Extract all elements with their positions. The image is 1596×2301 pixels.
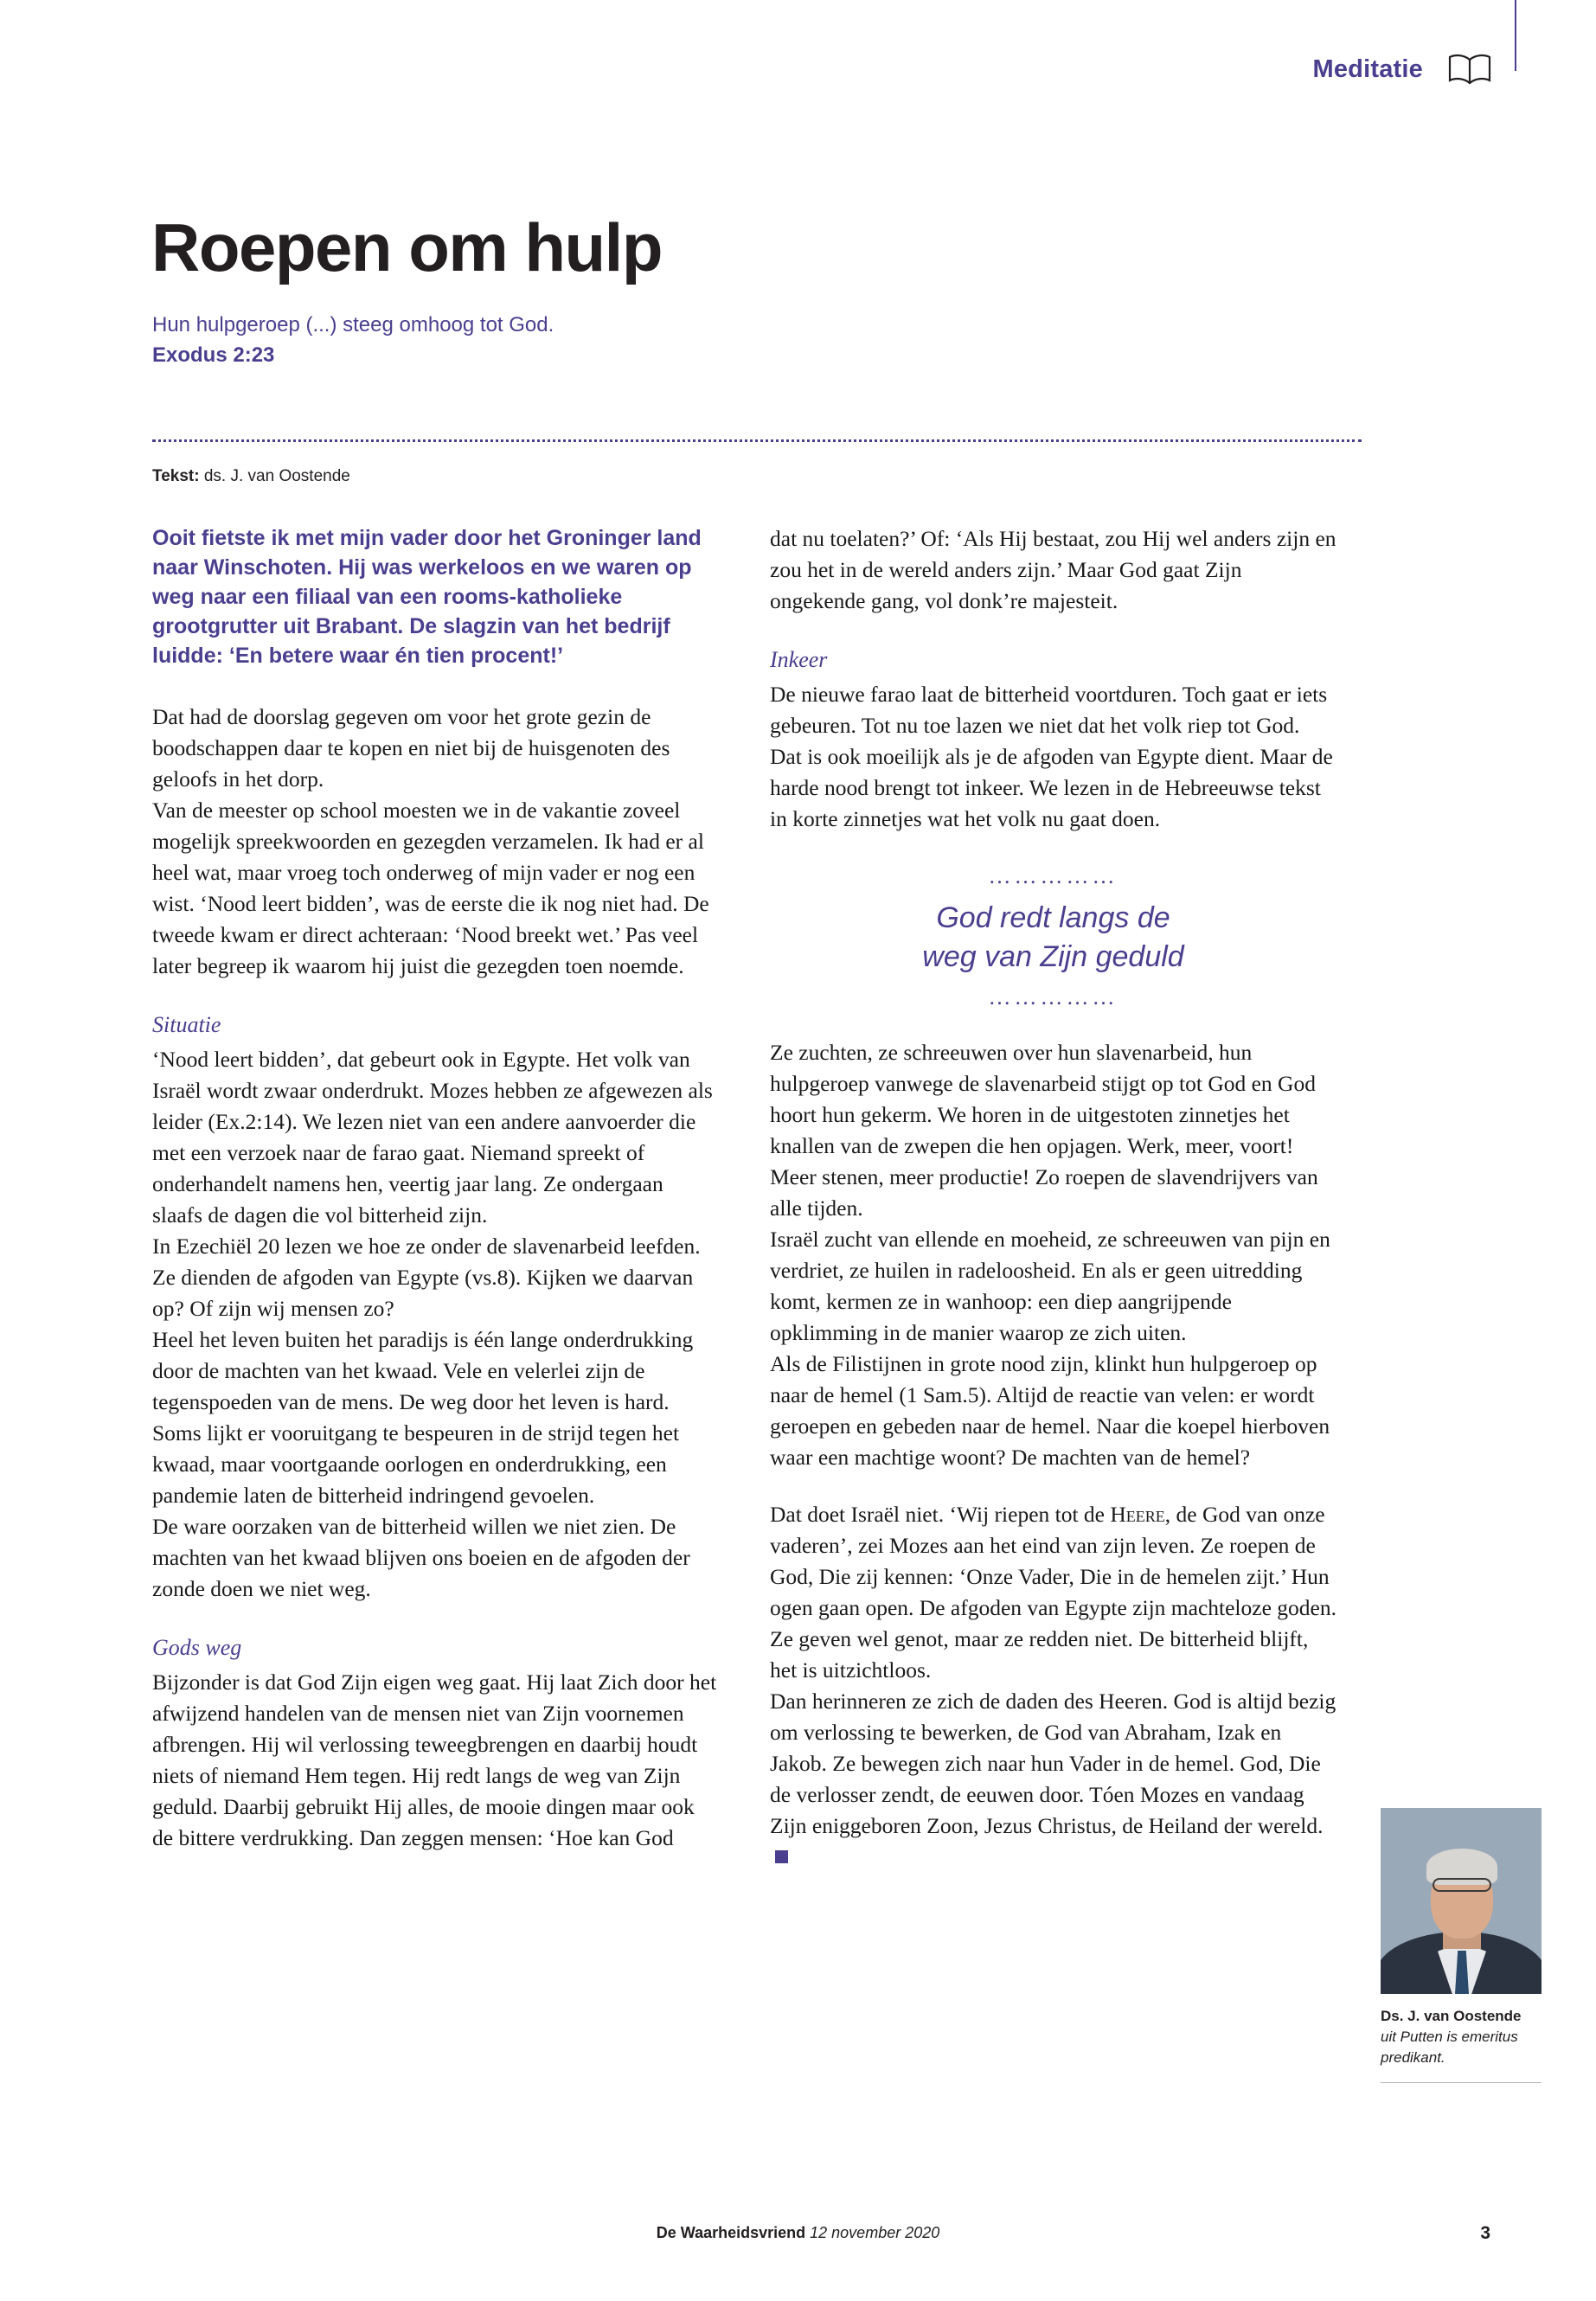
final-text-3: Dan herinneren ze zich de daden des Heeren. God is altijd bezig om verlossing te bewerken, de God van Abraham, Izak en Jakob. Ze bewegen zich naar hun Vader in de hemel. God, Die de verlosser zendt, de eeuwen door. Tóen Mozes en vandaag Zijn eniggeboren Zoon, Jezus Christus, de Heiland der wereld. [770, 1689, 1336, 1838]
body-paragraph: Heel het leven buiten het paradijs is één lange onderdrukking door de machten van het kwaad. Vele en velerlei zijn de tegenspoeden van de mens. De weg door het leven is hard. Soms lijkt er vooruitgang te bespeuren in de strijd tegen het kwaad, maar voortgaande oorlogen en onderdrukking, een pandemie laten de bitterheid indringend gevoelen. [152, 1327, 694, 1508]
author-name: Ds. J. van Oostende [1381, 2008, 1522, 2024]
footer-date: 12 november 2020 [810, 2224, 940, 2241]
pull-quote-line2: weg van Zijn geduld [922, 940, 1184, 973]
right-column [770, 523, 1336, 1873]
byline-label: Tekst: [152, 467, 200, 485]
end-mark-icon [775, 1850, 788, 1863]
author-caption [1381, 2006, 1542, 2068]
pull-quote-text [770, 899, 1336, 977]
body-paragraph: Dat had de doorslag gegeven om voor het grote gezin de boodschappen daar te kopen en niet bij de huisgenoten des geloofs in het dorp. [152, 704, 670, 792]
dotted-separator [152, 439, 1362, 442]
footer-publication: De Waarheidsvriend [656, 2224, 806, 2241]
left-column [152, 523, 719, 1854]
final-text-1: Dat doet Israël niet. ‘Wij riepen tot de [770, 1502, 1111, 1527]
subheading-inkeer: Inkeer [770, 647, 828, 672]
continuation-paragraph: dat nu toelaten?’ Of: ‘Als Hij bestaat, zou Hij wel anders zijn en zou het in de wereld anders zijn.’ Maar God gaat Zijn ongekende gang, vol donk’re majesteit. [770, 526, 1336, 613]
author-divider [1381, 2082, 1542, 2083]
page-number: 3 [1480, 2223, 1490, 2243]
final-paragraph-b [770, 1686, 1336, 1873]
section-label: Meditatie [1312, 54, 1423, 83]
pull-quote-line1: God redt langs de [936, 901, 1170, 934]
open-book-icon [1447, 52, 1492, 87]
body-paragraph: In Ezechiël 20 lezen we hoe ze onder de slavenarbeid leefden. Ze dienden de afgoden van Egypte (vs.8). Kijken we daarvan op? Of zijn wij mensen zo? [152, 1234, 701, 1321]
author-photo [1381, 1808, 1542, 1994]
pull-quote [770, 863, 1336, 1009]
body-paragraph: De ware oorzaken van de bitterheid willen we niet zien. De machten van het kwaad blijven ons boeien en de afgoden der zonde doen we niet weg. [152, 1514, 690, 1601]
body-paragraph: Van de meester op school moesten we in de vakantie zoveel mogelijk spreekwoorden en gezegden verzamelen. Ik had er al heel wat, maar vroeg toch onderweg of mijn vader er nog een wist. ‘Nood leert bidden’, was de eerste die ik nog niet had. De tweede kwam er direct achteraan: ‘Nood breekt wet.’ Pas veel later begreep ik waarom hij juist die gezegden toen noemde. [152, 798, 709, 978]
verse-text: Hun hulpgeroep (...) steeg omhoog tot God. [152, 313, 554, 336]
pull-quote-dots-top: …………… [988, 863, 1118, 888]
subheading-gods-weg: Gods weg [152, 1635, 242, 1660]
verse-reference: Exodus 2:23 [152, 343, 275, 367]
heere-smallcaps: Heere [1110, 1502, 1165, 1527]
final-paragraph-a [770, 1499, 1336, 1686]
lead-paragraph: Ooit fietste ik met mijn vader door het Groninger land naar Winschoten. Hij was werkeloos en we waren op weg naar een filiaal van een rooms-katholieke grootgrutter uit Brabant. De slagzin van het bedrijf luidde: ‘En betere waar én tien procent!’ [152, 526, 702, 668]
page-title: Roepen om hulp [151, 209, 662, 286]
verse-block [152, 310, 554, 370]
final-text-2: , de God van onze vaderen’, zei Mozes aan het eind van zijn leven. Ze roepen de God, Die zij kennen: ‘Onze Vader, Die in de hemelen zijt.’ Hun ogen gaan open. De afgoden van Egypte zijn machteloze goden. Ze geven wel genot, maar ze redden niet. De bitterheid blijft, het is uitzichtloos. [770, 1502, 1336, 1682]
body-paragraph: ‘Nood leert bidden’, dat gebeurt ook in Egypte. Het volk van Israël wordt zwaar onderdrukt. Mozes hebben ze afgewezen als leider (Ex.2:14). We lezen niet van een andere aanvoerder die met een verzoek naar de farao gaat. Niemand spreekt of onderhandelt namens hen, veertig jaar lang. Ze ondergaan slaafs de dagen die vol bitterheid zijn. [152, 1047, 713, 1227]
byline-author: ds. J. van Oostende [203, 467, 350, 485]
body-paragraph: Israël zucht van ellende en moeheid, ze schreeuwen van pijn en verdriet, ze huilen in radeloosheid. En als er geen uitredding komt, kermen ze in wanhoop: een diep aangrijpende opklimming in de manier waarop ze zich uiten. [770, 1227, 1330, 1345]
page-footer [0, 2224, 1596, 2242]
author-description-line2: predikant. [1381, 2049, 1445, 2066]
page-header [1313, 52, 1493, 87]
pull-quote-dots-bottom: …………… [988, 984, 1118, 1009]
body-paragraph: Ze zuchten, ze schreeuwen over hun slavenarbeid, hun hulpgeroep vanwege de slavenarbeid stijgt op tot God en God hoort hun gekerm. We horen in de uitgestoten zinnetjes het knallen van de zwepen die hen opjagen. Werk, meer, voort! Meer stenen, meer productie! Zo roepen de slavendrijvers van alle tijden. [770, 1040, 1318, 1221]
author-description-line1: uit Putten is emeritus [1381, 2029, 1518, 2045]
subheading-situatie: Situatie [152, 1012, 221, 1037]
body-paragraph: Bijzonder is dat God Zijn eigen weg gaat. Hij laat Zich door het afwijzend handelen van de mensen niet van Zijn voornemen afbrengen. Hij wil verlossing teweegbrengen en daarbij houdt niets of niemand Hem tegen. Hij redt langs de weg van Zijn geduld. Daarbij gebruikt Hij alles, de mooie dingen maar ook de bittere verdrukking. Dan zeggen mensen: ‘Hoe kan God [152, 1670, 717, 1850]
header-divider [1515, 0, 1516, 71]
byline [152, 467, 350, 486]
body-paragraph: De nieuwe farao laat de bitterheid voortduren. Toch gaat er iets gebeuren. Tot nu toe lazen we niet dat het volk riep tot God. Dat is ook moeilijk als je de afgoden van Egypte dient. Maar de harde nood brengt tot inkeer. We lezen in de Hebreeuwse tekst in korte zinnetjes wat het volk nu gaat doen. [770, 682, 1333, 831]
body-paragraph: Als de Filistijnen in grote nood zijn, klinkt hun hulpgeroep op naar de hemel (1 Sam.5). Altijd de reactie van velen: er wordt geroepen en gebeden naar de hemel. Naar die koepel hierboven waar een machtige woont? De machten van de hemel? [770, 1351, 1330, 1470]
author-box [1381, 1808, 1542, 2083]
